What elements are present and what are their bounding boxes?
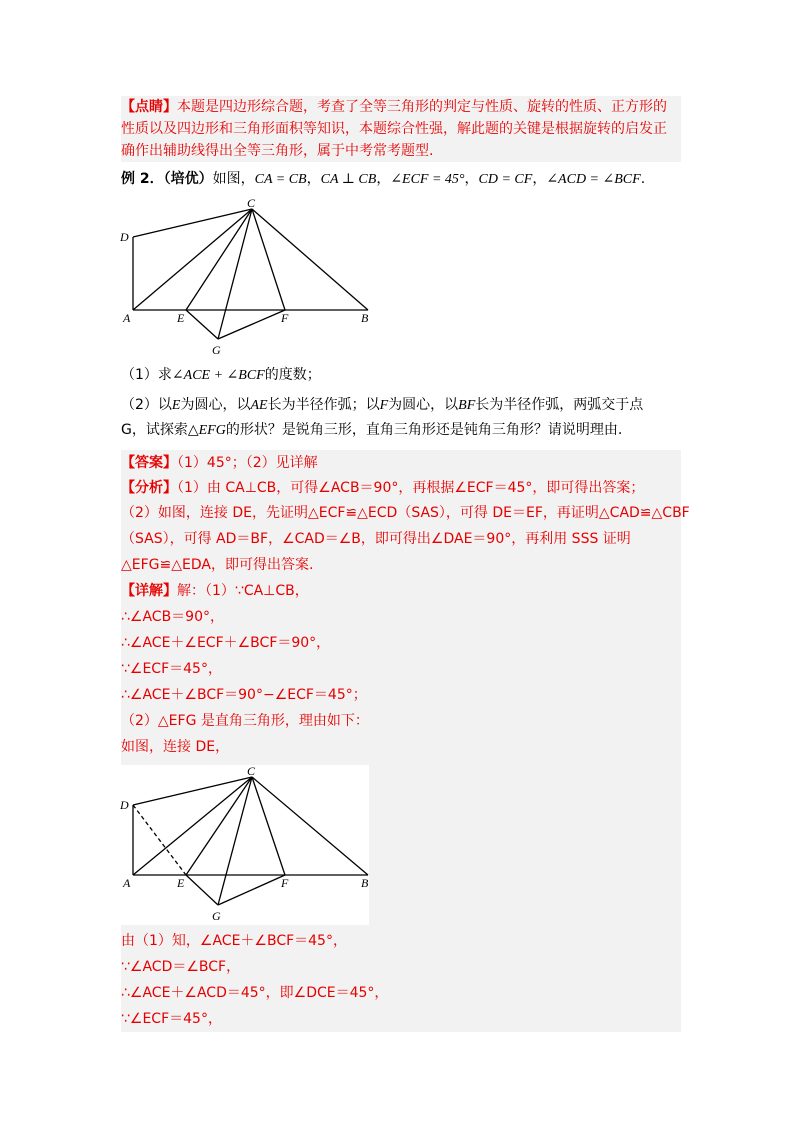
- point-label-e: E: [177, 311, 185, 325]
- segment-dc: [133, 209, 252, 237]
- example-end: .: [640, 171, 646, 187]
- q2-segment-ae: AE: [250, 398, 268, 413]
- detail-line-9: ∵∠ACD＝∠BCF，: [121, 959, 241, 975]
- example-intro: 如图，: [212, 171, 255, 187]
- segment-cb-2: [252, 777, 368, 875]
- point-label-a-2: A: [123, 876, 131, 890]
- sep-2: ，: [376, 171, 391, 187]
- point-label-e-2: E: [177, 876, 185, 890]
- segment-ce-2: [186, 777, 252, 875]
- detail-line-7: 如图，连接 DE，: [121, 739, 230, 755]
- example-heading: [121, 168, 645, 191]
- answer-text: （1）45°；（2）见详解: [177, 455, 318, 471]
- q2-line2-c: 的形状？是锐角三形，直角三角形还是钝角三角形？请说明理由.: [225, 422, 623, 438]
- question-2-line-1: [121, 394, 643, 417]
- detail-line-8: 由（1）知，∠ACE＋∠BCF＝45°，: [121, 933, 347, 949]
- segment-ce: [186, 209, 252, 310]
- example-label: 例 2．（培优）: [121, 171, 213, 187]
- comment-line-1: [121, 96, 667, 118]
- segment-cb: [252, 209, 368, 310]
- q2-segment-bf: BF: [458, 398, 476, 413]
- analysis-line-2: （2）如图，连接 DE，先证明△ECF≌△ECD（SAS），可得 DE＝EF，再证明△CAD≌△CBF: [121, 505, 690, 521]
- q2-point-e: E: [171, 398, 181, 413]
- point-label-a: A: [123, 311, 131, 325]
- analysis-line-1: [121, 477, 644, 499]
- analysis-tag: 【分析】: [121, 480, 177, 496]
- cond-ca-cb: CA = CB: [254, 172, 307, 187]
- point-label-b: B: [361, 311, 369, 325]
- cond-ecf: ∠ECF = 45°: [390, 172, 465, 187]
- q2-line2-b: ，试探索: [131, 422, 188, 438]
- detail-line-2: ∴∠ACB＝90°，: [121, 609, 224, 625]
- point-label-c: C: [247, 196, 256, 210]
- q1-expression: ∠ACE + ∠BCF: [171, 368, 265, 383]
- point-label-d-2: D: [120, 798, 129, 812]
- detail-line-6: （2）△EFG 是直角三角形，理由如下：: [121, 713, 369, 729]
- detail-line-1: [121, 580, 309, 602]
- segment-fg: [218, 310, 285, 339]
- comment-line-3: 确作出辅助线得出全等三角形，属于中考常考题型.: [121, 143, 434, 159]
- sep-4: ，: [532, 171, 547, 187]
- point-label-g: G: [212, 343, 221, 357]
- sep-1: ，: [306, 171, 321, 187]
- detail-line-5: ∴∠ACE＋∠BCF＝90°−∠ECF＝45°；: [121, 687, 367, 703]
- geometry-figure-2: [115, 763, 385, 925]
- detail-line-10: ∴∠ACE＋∠ACD＝45°，即∠DCE＝45°，: [121, 985, 389, 1001]
- analysis-line-3: （SAS），可得 AD＝BF，∠CAD＝∠B，即可得出∠DAE＝90°，再利用 SSS 证明: [121, 531, 631, 547]
- geometry-figure-1: [115, 195, 385, 360]
- segment-cg: [218, 209, 252, 339]
- comment-line-2: 性质以及四边形和三角形面积等知识，本题综合性强，解此题的关键是根据旋转的启发正: [121, 121, 667, 137]
- answer-line: [121, 452, 318, 474]
- point-label-b-2: B: [361, 876, 369, 890]
- question-1: [121, 364, 321, 387]
- detail-line-4: ∵∠ECF＝45°，: [121, 661, 222, 677]
- cond-cd-cf: CD = CF: [478, 172, 533, 187]
- point-label-f: F: [281, 311, 289, 325]
- analysis-text-1: （1）由 CA⊥CB，可得∠ACB＝90°，再根据∠ECF＝45°，即可得出答案；: [177, 480, 645, 496]
- q2-part-b: 为圆心，以: [180, 397, 251, 413]
- segment-eg-2: [186, 875, 218, 905]
- q2-part-c: 长为半径作弧；以: [267, 397, 380, 413]
- q2-point-g: G: [121, 422, 132, 438]
- segment-eg: [186, 310, 218, 339]
- analysis-line-4: △EFG≌△EDA，即可得出答案.: [121, 557, 314, 573]
- point-label-f-2: F: [281, 876, 289, 890]
- comment-tag: 【点睛】: [121, 99, 177, 115]
- answer-tag: 【答案】: [121, 455, 177, 471]
- point-label-c-2: C: [247, 764, 256, 778]
- detail-tag: 【详解】: [121, 583, 177, 599]
- q1-prefix: （1）求: [121, 367, 172, 383]
- q2-point-f: F: [379, 398, 389, 413]
- segment-de-dashed: [133, 805, 186, 875]
- detail-text-1: 解：（1）∵CA⊥CB，: [177, 583, 309, 599]
- comment-text-1: 本题是四边形综合题，考查了全等三角形的判定与性质、旋转的性质、正方形的: [177, 99, 667, 115]
- question-2-line-2: [121, 419, 622, 442]
- point-label-d: D: [120, 230, 129, 244]
- q2-triangle-efg: △EFG: [187, 423, 226, 438]
- q2-part-a: （2）以: [121, 397, 172, 413]
- segment-fg-2: [218, 875, 285, 905]
- sep-3: ，: [464, 171, 479, 187]
- segment-ac-2: [133, 777, 252, 875]
- cond-acd-bcf: ∠ACD = ∠BCF: [546, 172, 641, 187]
- point-label-g-2: G: [212, 909, 221, 923]
- q1-suffix: 的度数；: [264, 367, 321, 383]
- q2-part-e: 长为半径作弧，两弧交于点: [475, 397, 644, 413]
- q2-part-d: 为圆心，以: [388, 397, 459, 413]
- detail-line-11: ∵∠ECF＝45°，: [121, 1011, 222, 1027]
- detail-line-3: ∴∠ACE＋∠ECF＋∠BCF＝90°，: [121, 635, 331, 651]
- cond-perp: CA ⊥ CB: [320, 172, 377, 187]
- segment-cg-2: [218, 777, 252, 905]
- segment-ac: [133, 209, 252, 310]
